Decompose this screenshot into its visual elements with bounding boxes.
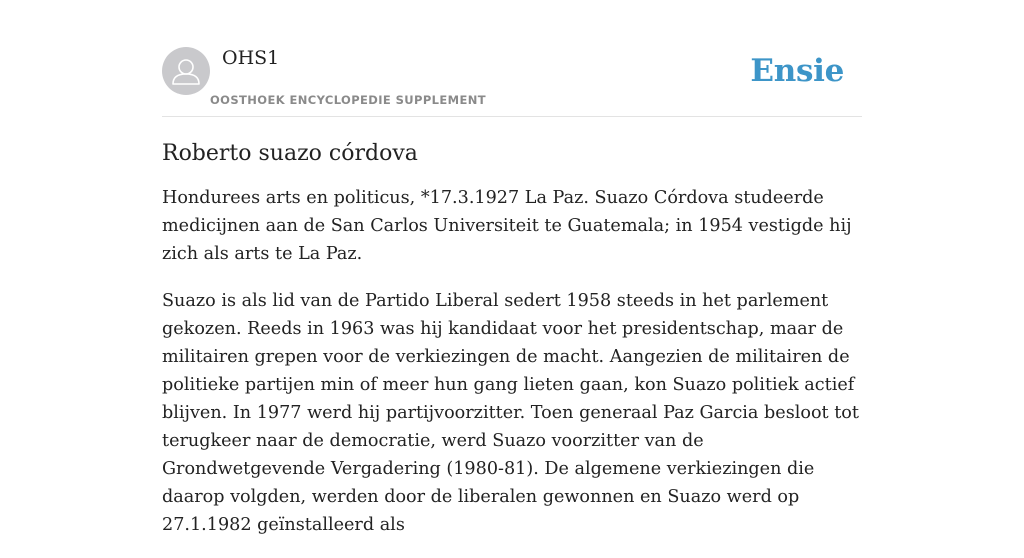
article-paragraph: Hondurees arts en politicus, *17.3.1927 La Paz. Suazo Córdova studeerde medicijnen aan de San Carlos Universiteit te Guatemala; in 1954 vestigde hij zich als arts te La Paz. (162, 188, 852, 264)
site-logo[interactable]: Ensie (750, 53, 844, 89)
article-header (162, 46, 862, 117)
author-avatar[interactable] (162, 47, 210, 95)
user-silhouette-icon (162, 47, 210, 95)
author-name[interactable]: OHS1 (222, 47, 280, 69)
article-title: Roberto suazo córdova (162, 141, 418, 166)
article-content (162, 138, 862, 558)
source-label[interactable]: OOSTHOEK ENCYCLOPEDIE SUPPLEMENT (210, 93, 487, 107)
article-paragraph: Suazo is als lid van de Partido Liberal sedert 1958 steeds in het parlement gekozen. Reeds in 1963 was hij kandidaat voor het presidentschap, maar de militairen grepen voor de verkiezingen de macht. Aangezien de militairen de politieke partijen min of meer hun gang lieten gaan, kon Suazo politiek actief blijven. In 1977 werd hij partijvoorzitter. Toen generaal Paz Garcia besloot tot terugkeer naar de democratie, werd Suazo voorzitter van de Grondwetgevende Vergadering (1980-81). De algemene verkiezingen die daarop volgden, werden door de liberalen gewonnen en Suazo werd op 27.1.1982 geïnstalleerd als (162, 291, 859, 535)
